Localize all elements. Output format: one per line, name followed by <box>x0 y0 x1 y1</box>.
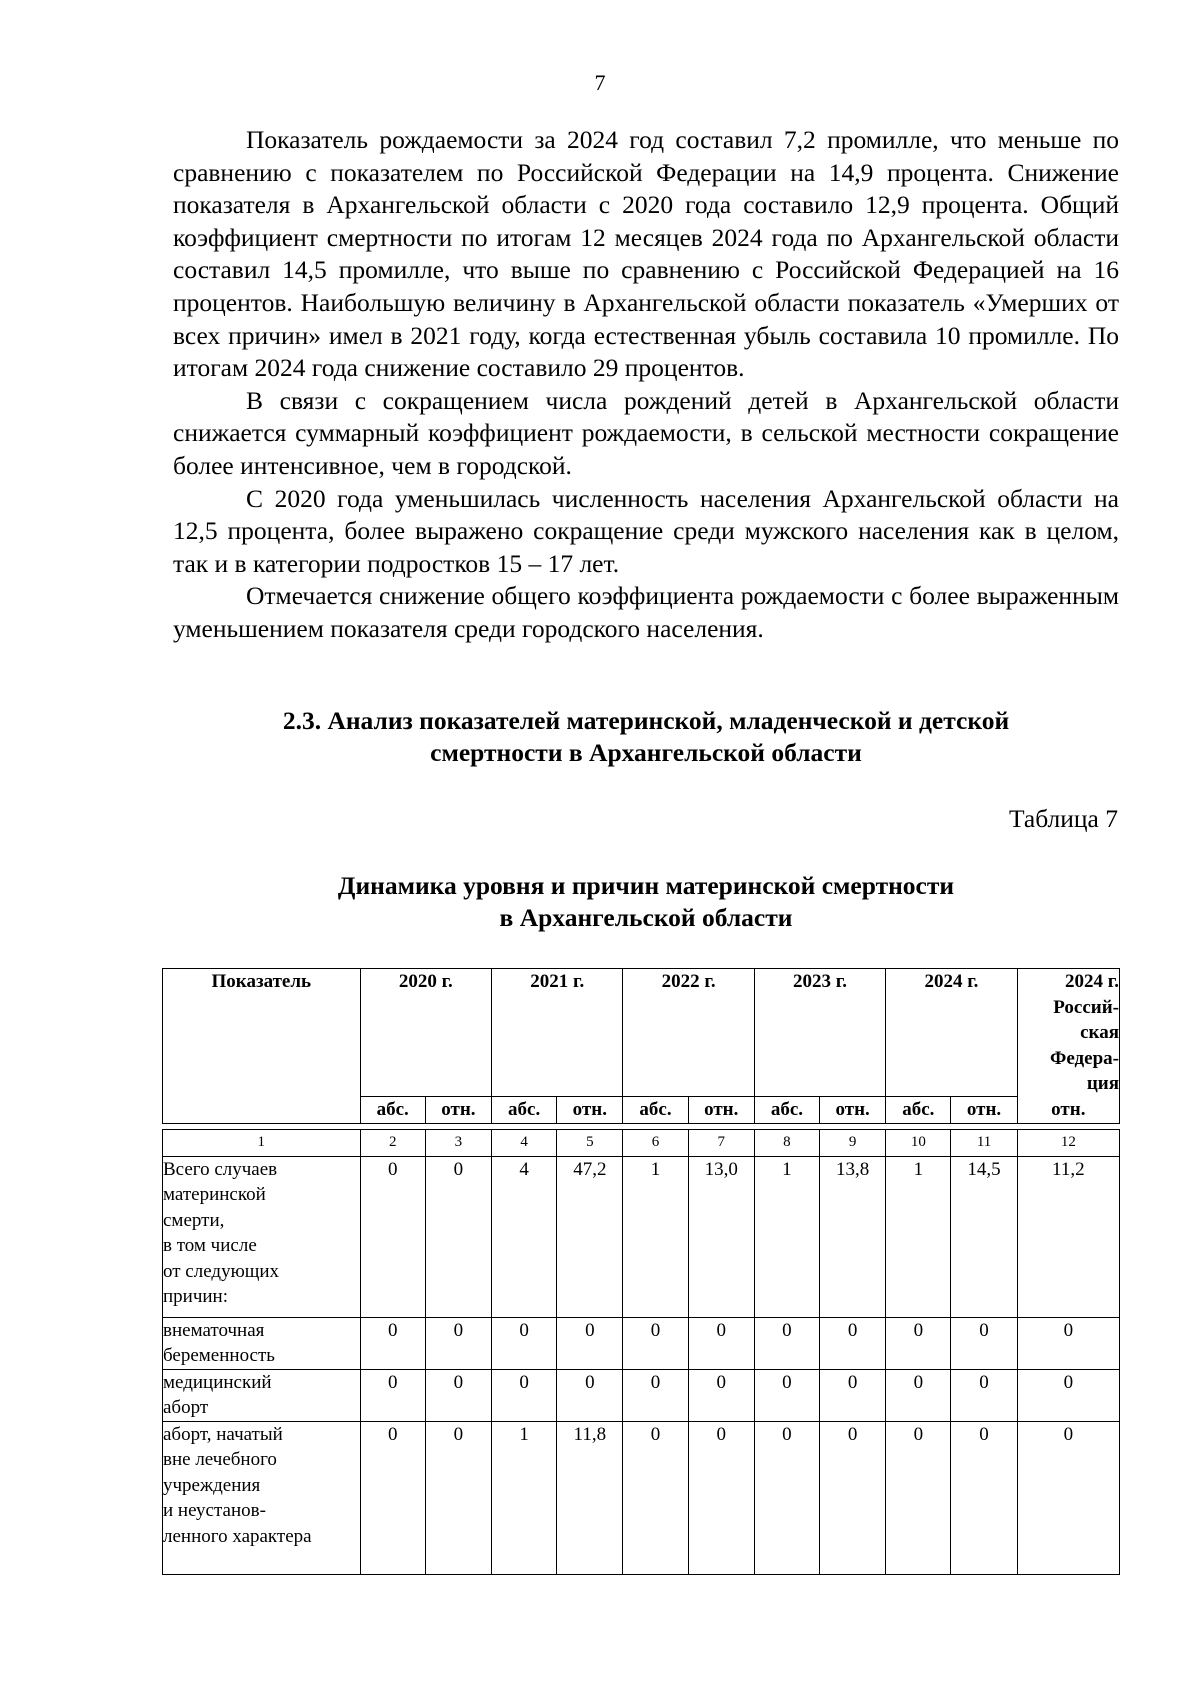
abs-header: абс. <box>754 1097 819 1124</box>
section-title-line-2: смертности в Архангельской области <box>430 738 862 767</box>
row-name-line: причин: <box>163 1286 229 1307</box>
year-header-2020: 2020 г. <box>360 969 491 1097</box>
cell-value: 0 <box>886 1317 951 1369</box>
row-name <box>163 1156 361 1317</box>
cell-value: 0 <box>820 1369 886 1421</box>
table-title-line-1: Динамика уровня и причин материнской смертности <box>337 871 955 900</box>
indicator-header: Показатель <box>163 969 361 1124</box>
cell-value: 0 <box>360 1156 425 1317</box>
table-row <box>163 1369 1120 1421</box>
table-title <box>173 870 1119 934</box>
cell-value: 1 <box>492 1421 557 1574</box>
section-title <box>173 705 1119 769</box>
cell-value: 0 <box>688 1317 754 1369</box>
cell-value: 0 <box>754 1317 819 1369</box>
row-name-line: от следующих <box>163 1260 280 1282</box>
rf-header-line: Федера- <box>1050 1047 1119 1069</box>
cell-value: 0 <box>623 1317 688 1369</box>
row-name-line: вне лечебного <box>163 1449 277 1470</box>
column-number: 2 <box>360 1130 425 1157</box>
cell-value: 0 <box>820 1421 886 1574</box>
row-name-line: беременность <box>163 1345 275 1366</box>
row-name-line: в том числе <box>163 1235 257 1256</box>
abs-header: абс. <box>492 1097 557 1124</box>
column-number: 5 <box>557 1130 623 1157</box>
rf-header-line: Россий- <box>1053 996 1119 1018</box>
column-number: 12 <box>1017 1130 1119 1157</box>
cell-value: 1 <box>886 1156 951 1317</box>
abs-header: абс. <box>886 1097 951 1124</box>
table-title-line-2: в Архангельской области <box>499 903 793 932</box>
row-name <box>163 1317 361 1369</box>
cell-value: 1 <box>754 1156 819 1317</box>
table-row <box>163 1156 1120 1317</box>
cell-value: 0 <box>360 1369 425 1421</box>
rf-header-line: ская <box>1080 1022 1119 1043</box>
column-number: 11 <box>951 1130 1017 1157</box>
row-name <box>163 1421 361 1574</box>
abs-header: абс. <box>360 1097 425 1124</box>
rel-header: отн. <box>688 1097 754 1124</box>
mortality-table <box>162 968 1120 1575</box>
cell-value: 0 <box>492 1317 557 1369</box>
abs-header: абс. <box>623 1097 688 1124</box>
cell-value: 0 <box>951 1421 1017 1574</box>
row-name-line: ленного характера <box>163 1525 312 1547</box>
cell-value: 0 <box>425 1156 491 1317</box>
column-number: 1 <box>163 1130 361 1157</box>
row-name-line: аборт <box>163 1397 209 1418</box>
cell-value: 0 <box>623 1369 688 1421</box>
cell-value: 0 <box>886 1369 951 1421</box>
rel-header: отн. <box>951 1097 1017 1124</box>
year-header-2021: 2021 г. <box>492 969 623 1097</box>
cell-value: 1 <box>623 1156 688 1317</box>
table-header-row <box>163 969 1120 1097</box>
column-number: 3 <box>425 1130 491 1157</box>
cell-value: 0 <box>360 1421 425 1574</box>
year-header-2023: 2023 г. <box>754 969 885 1097</box>
row-name-line: внематочная <box>163 1319 265 1341</box>
paragraph-4: Отмечается снижение общего коэффициента рождаемости с более выраженным уменьшением показателя среди городского населения. <box>173 581 1119 643</box>
cell-value: 0 <box>886 1421 951 1574</box>
row-name-line: медицинский <box>163 1371 272 1393</box>
cell-value: 11,8 <box>557 1421 623 1574</box>
cell-value: 0 <box>360 1317 425 1369</box>
section-title-line-1: 2.3. Анализ показателей материнской, младенческой и детской <box>282 706 1010 735</box>
cell-value: 0 <box>1017 1317 1119 1369</box>
rel-header: отн. <box>425 1097 491 1124</box>
cell-value: 0 <box>557 1369 623 1421</box>
page-number: 7 <box>594 70 606 95</box>
year-header-2024: 2024 г. <box>886 969 1017 1097</box>
rel-header: отн. <box>1017 1097 1119 1124</box>
rel-header: отн. <box>557 1097 623 1124</box>
rf-header <box>1017 969 1119 1097</box>
cell-value: 4 <box>492 1156 557 1317</box>
row-name <box>163 1369 361 1421</box>
column-number: 4 <box>492 1130 557 1157</box>
cell-value: 0 <box>425 1317 491 1369</box>
cell-value: 47,2 <box>557 1156 623 1317</box>
row-name-line: смерти, <box>163 1209 225 1231</box>
cell-value: 13,0 <box>688 1156 754 1317</box>
paragraph-1: Показатель рождаемости за 2024 год составил 7,2 промилле, что меньше по сравнению с показателем по Российской Федерации на 14,9 процента. Снижение показателя в Архангельской области с 2020 года составило 12,9 процента. Общий коэффициент смертности по итогам 12 месяцев 2024 года по Архангельской области составил 14,5 промилле, что выше по сравнению с Российской Федерацией на 16 процентов. Наибольшую величину в Архангельской области показатель «Умерших от всех причин» имел в 2021 году, когда естественная убыль составила 10 промилле. По итогам 2024 года снижение составило 29 процентов. <box>173 125 1119 383</box>
cell-value: 0 <box>492 1369 557 1421</box>
column-number-row <box>163 1130 1120 1157</box>
cell-value: 13,8 <box>820 1156 886 1317</box>
rf-header-line: ция <box>1086 1073 1119 1094</box>
cell-value: 0 <box>951 1317 1017 1369</box>
row-name-line: учреждения <box>163 1474 261 1496</box>
column-number: 10 <box>886 1130 951 1157</box>
cell-value: 0 <box>425 1369 491 1421</box>
cell-value: 14,5 <box>951 1156 1017 1317</box>
cell-value: 0 <box>820 1317 886 1369</box>
year-header-2022: 2022 г. <box>623 969 754 1097</box>
column-number: 7 <box>688 1130 754 1157</box>
column-number: 9 <box>820 1130 886 1157</box>
table-label: Таблица 7 <box>1008 804 1118 833</box>
row-name-line: Всего случаев <box>163 1158 278 1180</box>
table-row <box>163 1421 1120 1574</box>
cell-value: 0 <box>754 1369 819 1421</box>
cell-value: 0 <box>1017 1421 1119 1574</box>
cell-value: 11,2 <box>1017 1156 1119 1317</box>
column-number: 8 <box>754 1130 819 1157</box>
paragraph-2: В связи с сокращением числа рождений детей в Архангельской области снижается суммарный коэффициент рождаемости, в сельской местности сокращение более интенсивное, чем в городской. <box>173 385 1119 480</box>
cell-value: 0 <box>623 1421 688 1574</box>
cell-value: 0 <box>1017 1369 1119 1421</box>
cell-value: 0 <box>951 1369 1017 1421</box>
rel-header: отн. <box>820 1097 886 1124</box>
paragraph-3: С 2020 года уменьшилась численность населения Архангельской области на 12,5 процента, более выражено сокращение среди мужского населения как в целом, так и в категории подростков 15 – 17 лет. <box>173 483 1119 578</box>
cell-value: 0 <box>557 1317 623 1369</box>
cell-value: 0 <box>425 1421 491 1574</box>
row-name-line: материнской <box>163 1184 266 1205</box>
rf-header-line: 2024 г. <box>1065 971 1119 992</box>
row-name-line: и неустанов- <box>163 1500 266 1521</box>
table-row <box>163 1317 1120 1369</box>
column-number: 6 <box>623 1130 688 1157</box>
cell-value: 0 <box>754 1421 819 1574</box>
cell-value: 0 <box>688 1421 754 1574</box>
cell-value: 0 <box>688 1369 754 1421</box>
row-name-line: аборт, начатый <box>163 1423 283 1445</box>
body-text <box>173 124 1119 646</box>
